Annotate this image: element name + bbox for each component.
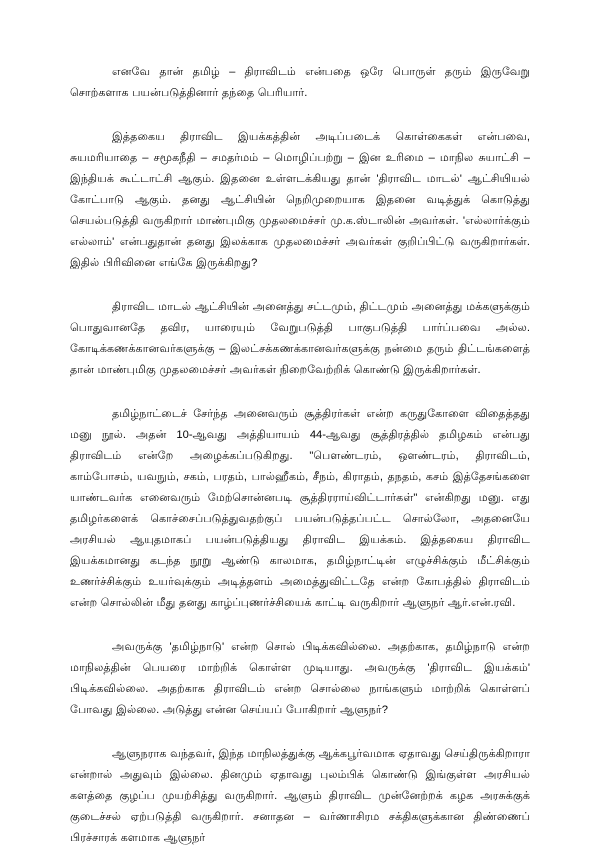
paragraph-5: அவருக்கு 'தமிழ்நாடு' என்ற சொல் பிடிக்கவில்லை. அதற்காக, தமிழ்நாடு என்ற மாநிலத்தின் பெயரை மாற்றிக் கொள்ள முடியாது. அவருக்கு 'திராவிட இயக்கம்' பிடிக்கவில்லை. அதற்காக திராவிடம் என்ற சொல்லை நாங்களும் மாற்றிக் கொள்ளப் போவது இல்லை. அடுத்து என்ன செய்யப் போகிறார் ஆளுநர்? bbox=[70, 641, 530, 716]
document-text-body bbox=[70, 62, 530, 848]
paragraph-6: ஆளுநராக வந்தவர், இந்த மாநிலத்துக்கு ஆக்கபூர்வமாக ஏதாவது செய்திருக்கிறாரா என்றால் அதுவும் இல்லை. தினமும் ஏதாவது புலம்பிக் கொண்டு இங்குள்ள அரசியல் களத்தை குழப்ப முயற்சித்து வருகிறார். ஆளும் திராவிட முன்னேற்றக் கழக அரசுக்குக் குடைச்சல் ஏற்படுத்தி வருகிறார். சனாதன – வர்ணாசிரம சக்திகளுக்கான திண்ணைப் பிரச்சாரக் களமாக ஆளுநர் bbox=[70, 748, 530, 844]
paragraph-4: தமிழ்நாட்டைச் சேர்ந்த அனைவரும் சூத்திரர்கள் என்ற கருதுகோளை விதைத்தது மனு நூல். அதன் 10-ஆவது அத்தியாயம் 44-ஆவது சூத்திரத்தில் தமிழகம் என்பது திராவிடம் என்றே அழைக்கப்படுகிறது. "பௌண்டரம், ஒளண்டரம், திராவிடம், காம்போசம், யவநும், சகம், பரதம், பால்ஹீகம், சீநம், கிராதம், தநதம், கசம் இத்தேசங்களை யாண்டவர்க எனைவரும் மேற்சொன்னபடி சூத்திரராய்விட்டார்கள்" என்கிறது மனு. எது தமிழர்களைக் கொச்சைப்படுத்துவதற்குப் பயன்படுத்தப்பட்ட சொல்லோ, அதனையே அரசியல் ஆயுதமாகப் பயன்படுத்தியது திராவிட இயக்கம். இத்தகைய திராவிட இயக்கமானது கடந்த நூறு ஆண்டு காலமாக, தமிழ்நாட்டின் எழுச்சிக்கும் மீட்சிக்கும் உணர்ச்சிக்கும் உயர்வுக்கும் அடித்தளம் அமைத்துவிட்டதே என்ற கோபத்தில் திராவிடம் என்ற சொல்லின் மீது தனது காழ்ப்புணர்ச்சியைக் காட்டி வருகிறார் ஆளுநர் ஆர்.என்.ரவி. bbox=[70, 408, 530, 609]
paragraph-1: எனவே தான் தமிழ் – திராவிடம் என்பதை ஒரே பொருள் தரும் இருவேறு சொற்களாக பயன்படுத்தினார் தந்தை பெரியார். bbox=[70, 66, 530, 99]
paragraph-3: திராவிட மாடல் ஆட்சியின் அனைத்து சட்டமும், திட்டமும் அனைத்து மக்களுக்கும் பொதுவானதே தவிர, யாரையும் வேறுபடுத்தி பாகுபடுத்தி பார்ப்பவை அல்ல. கோடிக்கணக்கானவர்களுக்கு – இலட்சக்கணக்கானவர்களுக்கு நன்மை தரும் திட்டங்களைத் தான் மாண்புமிகு முதலமைச்சர் அவர்கள் நிறைவேற்றிக் கொண்டு இருக்கிறார்கள். bbox=[70, 301, 530, 376]
paragraph-2: இத்தகைய திராவிட இயக்கத்தின் அடிப்படைக் கொள்கைகள் என்பவை, சுயமரியாதை – சமூகநீதி – சமதர்மம் – மொழிப்பற்று – இன உரிமை – மாநில சுயாட்சி – இந்தியக் கூட்டாட்சி ஆகும். இதனை உள்ளடக்கியது தான் 'திராவிட மாடல்' ஆட்சியியல் கோட்பாடு ஆகும். தனது ஆட்சியின் நெறிமுறையாக இதனை வடித்துக் கொடுத்து செயல்படுத்தி வருகிறார் மாண்புமிகு முதலமைச்சர் மு.க.ஸ்டாலின் அவர்கள். 'எல்லார்க்கும் எல்லாம்' என்பதுதான் தனது இலக்காக முதலமைச்சர் அவர்கள் குறிப்பிட்டு வருகிறார்கள். இதில் பிரிவினை எங்கே இருக்கிறது? bbox=[70, 131, 530, 269]
